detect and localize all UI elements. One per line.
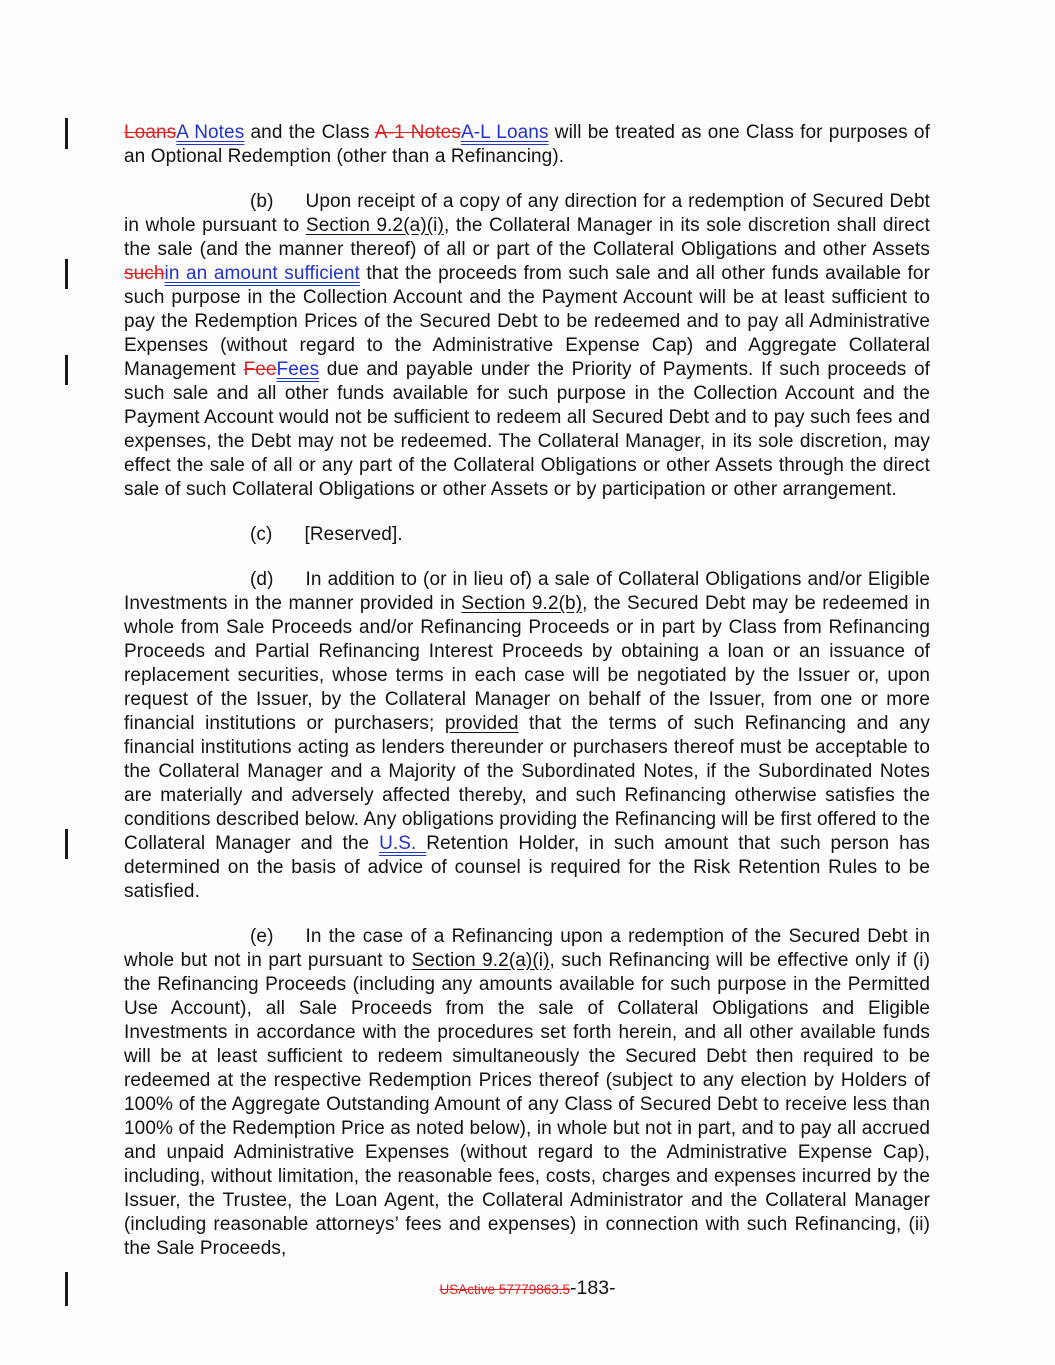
deleted-text: A-1 Notes xyxy=(374,122,461,143)
footer-file-reference: USActive 57779863.5 xyxy=(439,1282,571,1297)
paragraph xyxy=(124,190,930,502)
paragraph xyxy=(124,568,930,904)
document-body xyxy=(124,121,930,1282)
inserted-text: A-L Loans xyxy=(460,122,549,143)
deleted-text: Loans xyxy=(124,122,177,143)
paragraph-label: (d) xyxy=(250,569,274,590)
change-bar xyxy=(65,259,68,289)
paragraph xyxy=(124,121,930,169)
text-run: In the case of a Refinancing upon a redemption of the Secured Debt in whole but not in part pursuant to xyxy=(124,926,930,971)
text-run: will be treated as one Class for purposes of an Optional Redemption (other than a Refinancing). xyxy=(124,122,930,167)
change-bar xyxy=(65,829,68,859)
footer-page-number: -183- xyxy=(570,1277,616,1299)
inserted-text: in an amount sufficient xyxy=(164,263,360,284)
text-run: Upon receipt of a copy of any direction for a redemption of Secured Debt in whole pursuant to xyxy=(124,191,930,236)
deleted-text: such xyxy=(124,263,165,284)
page-footer xyxy=(0,1277,1055,1300)
change-bar xyxy=(65,118,68,149)
paragraph-label: (e) xyxy=(250,926,274,947)
text-run: [Reserved]. xyxy=(304,524,403,545)
text-run: , the Secured Debt may be redeemed in whole from Sale Proceeds and/or Refinancing Proceeds or in part by Class from Refinancing Proceeds and Partial Refinancing Interest Proceeds by obtaining a loan or an issuance of replacement securities, whose terms in each case will be negotiated by the Issuer or, upon request of the Issuer, by the Collateral Manager on behalf of the Issuer, from one or more financial institutions or purchasers; xyxy=(124,593,930,734)
inserted-text: Fees xyxy=(276,359,320,380)
text-run: , the Collateral Manager in its sole discretion shall direct the sale (and the manner thereof) of all or part of the Collateral Obligations and other Assets xyxy=(124,215,930,260)
underlined-text: Section 9.2(a)(i) xyxy=(305,215,444,236)
text-run: due and payable under the Priority of Payments. If such proceeds of such sale and all other funds available for such purpose in the Collection Account and the Payment Account would not be sufficient to redeem all Secured Debt and to pay such fees and expenses, the Debt may not be redeemed. The Collateral Manager, in its sole discretion, may effect the sale of all or any part of the Collateral Obligations or other Assets through the direct sale of such Collateral Obligations or other Assets or by participation or other arrangement. xyxy=(124,359,931,500)
text-run: that the terms of such Refinancing and any financial institutions acting as lenders thereunder or purchasers thereof must be acceptable to the Collateral Manager and a Majority of the Subordinated Notes, if the Subordinated Notes are materially and adversely affected thereby, and such Refinancing otherwise satisfies the conditions described below. Any obligations providing the Refinancing will be first offered to the Collateral Manager and the xyxy=(124,713,930,854)
text-run: , such Refinancing will be effective only if (i) the Refinancing Proceeds (including any amounts available for such purpose in the Permitted Use Account), all Sale Proceeds from the sale of Collateral Obligations and Eligible Investments in accordance with the procedures set forth herein, and all other available funds will be at least sufficient to redeem simultaneously the Secured Debt then required to be redeemed at the respective Redemption Prices thereof (subject to any election by Holders of 100% of the Aggregate Outstanding Amount of any Class of Secured Debt to receive less than 100% of the Redemption Price as noted below), in whole but not in part, and to pay all accrued and unpaid Administrative Expenses (without regard to the Administrative Expense Cap), including, without limitation, the reasonable fees, costs, charges and expenses incurred by the Issuer, the Trustee, the Loan Agent, the Collateral Administrator and the Collateral Manager (including reasonable attorneys’ fees and expenses) in connection with such Refinancing, (ii) the Sale Proceeds, xyxy=(124,950,930,1259)
paragraph-label: (c) xyxy=(250,524,273,545)
paragraph-label: (b) xyxy=(250,191,274,212)
inserted-text: A Notes xyxy=(176,122,245,143)
underlined-text: Section 9.2(b) xyxy=(461,593,583,614)
text-run: and the Class xyxy=(244,122,375,143)
underlined-text: provided xyxy=(444,713,519,734)
paragraph xyxy=(124,925,930,1261)
text-run: Retention Holder, in such amount that such person has determined on the basis of advice of counsel is required for the Risk Retention Rules to be satisfied. xyxy=(124,833,930,902)
deleted-text: Fee xyxy=(243,359,277,380)
underlined-text: Section 9.2(a)(i) xyxy=(411,950,550,971)
paragraph xyxy=(124,523,930,547)
text-run: In addition to (or in lieu of) a sale of Collateral Obligations and/or Eligible Investments in the manner provided in xyxy=(124,569,930,614)
inserted-text: U.S. xyxy=(379,833,427,854)
text-run: that the proceeds from such sale and all other funds available for such purpose in the Collection Account and the Payment Account will be at least sufficient to pay the Redemption Prices of the Secured Debt to be redeemed and to pay all Administrative Expenses (without regard to the Administrative Expense Cap) and Aggregate Collateral Management xyxy=(124,263,930,380)
change-bar xyxy=(65,355,68,385)
